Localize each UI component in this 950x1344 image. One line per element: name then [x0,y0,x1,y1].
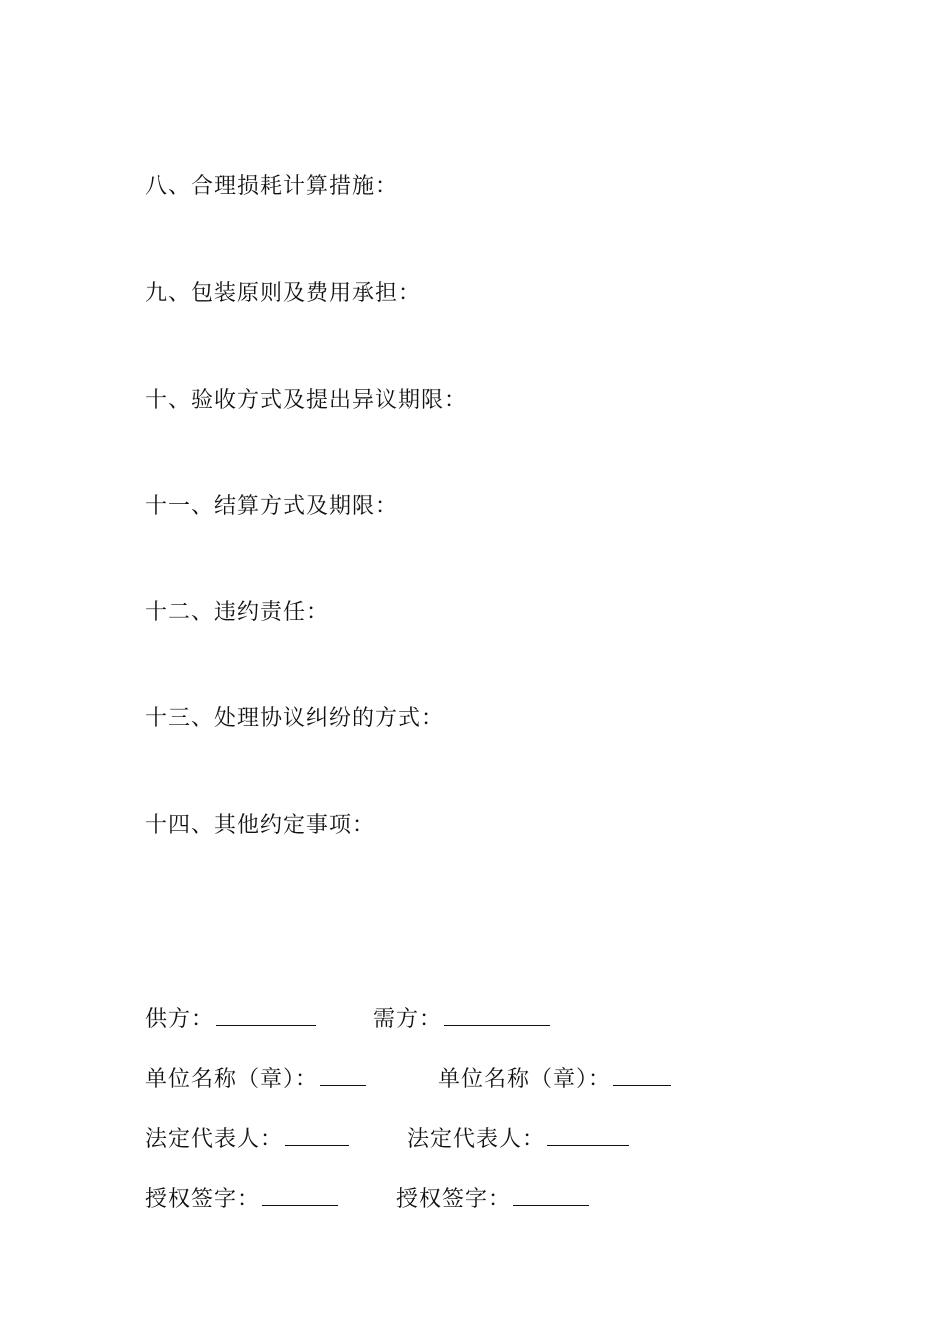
unit-name-left-label: 单位名称（章）： [145,1067,319,1092]
legal-rep-left-blank [285,1123,349,1146]
legal-rep-right-blank [547,1123,629,1146]
legal-rep-left-field [145,1123,349,1155]
clause-11-settlement: 十一、结算方式及期限： [145,494,399,519]
clause-12-liability: 十二、违约责任： [145,600,330,625]
authorized-sign-left-blank [262,1183,338,1206]
unit-name-right-label: 单位名称（章）： [438,1067,612,1092]
buyer-blank [444,1003,550,1026]
unit-name-left-field [145,1063,366,1095]
authorized-sign-left-field [145,1183,338,1215]
buyer-field [373,1003,550,1035]
authorized-sign-right-field [396,1183,589,1215]
legal-rep-right-field [407,1123,629,1155]
supplier-field [145,1003,316,1035]
legal-rep-right-label: 法定代表人： [407,1127,546,1152]
unit-name-right-field [438,1063,671,1095]
unit-name-left-blank [320,1063,366,1086]
clause-8-loss-calculation: 八、合理损耗计算措施： [145,174,399,199]
supplier-blank [216,1003,316,1026]
buyer-label: 需方： [373,1007,443,1032]
unit-name-right-blank [613,1063,671,1086]
clause-13-disputes: 十三、处理协议纠纷的方式： [145,706,445,731]
authorized-sign-right-blank [513,1183,589,1206]
authorized-sign-right-label: 授权签字： [396,1187,512,1212]
clause-9-packaging: 九、包装原则及费用承担： [145,281,422,306]
clause-10-acceptance: 十、验收方式及提出异议期限： [145,388,468,413]
supplier-label: 供方： [145,1007,215,1032]
authorized-sign-left-label: 授权签字： [145,1187,261,1212]
clause-14-other-matters: 十四、其他约定事项： [145,813,376,838]
legal-rep-left-label: 法定代表人： [145,1127,284,1152]
